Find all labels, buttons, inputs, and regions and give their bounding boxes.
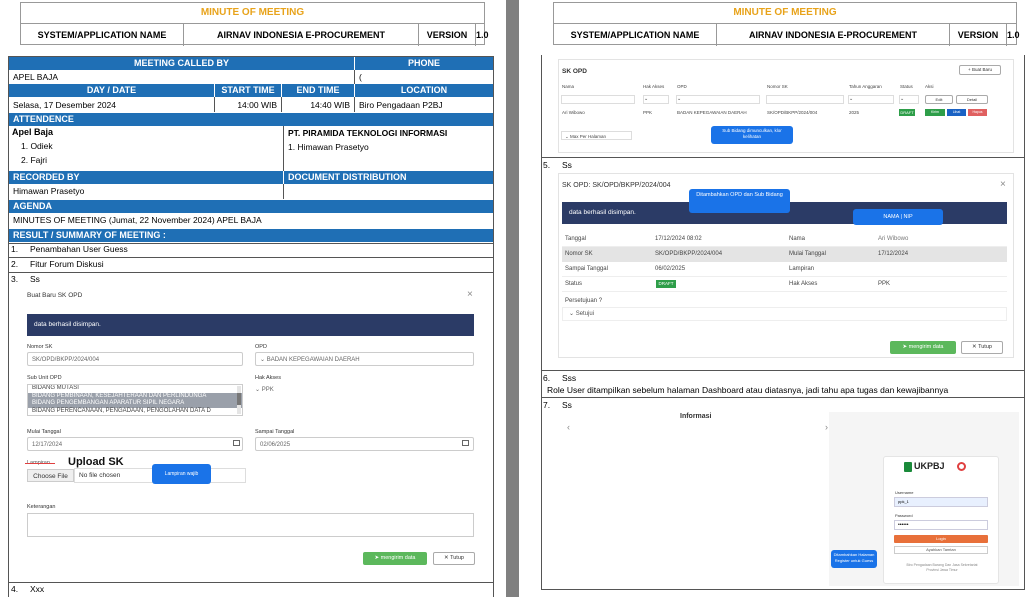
document-title: MINUTE OF MEETING	[554, 3, 1016, 24]
attendence-left-org: Apel Baja	[12, 127, 54, 137]
chevron-down-icon: ⌄	[255, 387, 262, 393]
choose-file-button[interactable]: Choose File	[27, 469, 74, 482]
hapus-button[interactable]: Hapus	[968, 109, 987, 116]
end-header: END TIME	[282, 84, 354, 97]
setujui-select[interactable]	[562, 307, 1007, 321]
hak-select-value: PPK	[261, 387, 274, 393]
close-label: Tutup	[978, 344, 992, 350]
called-by-header: MEETING CALLED BY	[9, 57, 354, 70]
result-num: 3.	[11, 274, 19, 284]
result-num: 6.	[543, 373, 551, 383]
opd-label: OPD	[255, 344, 267, 350]
col-header: Tahun Anggaran	[849, 84, 882, 89]
close-label: Tutup	[450, 555, 464, 561]
close-icon[interactable]: ×	[1000, 179, 1006, 190]
version-value: 1.0	[476, 30, 489, 40]
called-by-value: APEL BAJA	[13, 72, 59, 82]
detail-key: Tanggal	[565, 236, 587, 242]
end-value: 14:40 WIB	[310, 100, 350, 110]
detail-value: 17/12/2024 08:02	[655, 236, 702, 242]
day-header: DAY / DATE	[9, 84, 214, 97]
close-icon: ✕	[444, 555, 451, 561]
detail-row	[562, 277, 1007, 292]
system-label: SYSTEM/APPLICATION NAME	[554, 24, 717, 46]
close-icon[interactable]: ×	[467, 289, 473, 300]
hak-select[interactable]	[255, 386, 274, 393]
document-header	[20, 2, 489, 45]
detail-row	[562, 247, 1007, 262]
detail-title: SK OPD: SK/OPD/BKPP/2024/004	[562, 182, 671, 189]
subunit-listbox[interactable]	[27, 384, 243, 416]
result-item: Fitur Forum Diskusi	[30, 259, 104, 269]
day-value: Selasa, 17 Desember 2024	[13, 100, 117, 110]
page-separator	[506, 0, 519, 597]
password-label: Password	[895, 513, 913, 518]
detail-value: Ari Wibowo	[878, 236, 909, 242]
document-page-right	[537, 0, 1032, 597]
divider	[354, 70, 355, 84]
detail-value: 06/02/2025	[655, 266, 686, 272]
detail-row	[562, 232, 1007, 247]
chevron-right-icon[interactable]: ›	[825, 422, 828, 432]
divider	[9, 582, 493, 583]
attendee: 1. Odiek	[21, 141, 53, 151]
login-button[interactable]: Login	[894, 535, 988, 543]
system-label: SYSTEM/APPLICATION NAME	[21, 24, 184, 46]
opd-callout: Ditambahkan OPD dan Sub Bidang	[689, 189, 790, 213]
role-user-note: Role User ditampilkan sebelum halaman Dashboard atau diatasnya, jadi tahu apa tugas dan kewajibannya	[547, 385, 949, 395]
divider	[9, 272, 493, 273]
page-gutter	[503, 0, 537, 597]
username-input[interactable]: ppk_1	[894, 497, 988, 507]
recorded-value: Himawan Prasetyo	[13, 186, 85, 196]
version-value: 1.0	[1007, 30, 1020, 40]
detail-key: Nomor SK	[565, 251, 593, 257]
calendar-icon[interactable]	[233, 440, 240, 446]
cell-opd: BADAN KEPEGAWAIAN DAERAH	[677, 110, 747, 115]
detail-key: Mulai Tanggal	[789, 251, 826, 257]
result-num: 1.	[11, 244, 19, 254]
lampiran-wajib-callout: Lampiran wajib	[152, 464, 211, 484]
send-icon: ➤	[902, 344, 909, 350]
sk-opd-list-screenshot	[558, 59, 1014, 153]
subunit-option-selected[interactable]: BIDANG PEMBINAAN, KESEJAHTERAAN DAN PERLINDUNGA	[28, 393, 242, 401]
status-badge: DRAFT	[656, 280, 676, 288]
subunit-option[interactable]: BIDANG PERENCANAAN, PENGADAAN, PENGOLAHAN DATA D	[32, 407, 211, 414]
divider	[354, 97, 355, 112]
result-item: Ss	[562, 400, 572, 410]
nama-nip-callout: NAMA | NIP	[853, 209, 943, 225]
cell-tahun: 2025	[849, 110, 860, 115]
cell-hak: PPK	[643, 110, 653, 115]
filter-input[interactable]	[766, 95, 844, 104]
kirim-button[interactable]: Kirim	[925, 109, 945, 116]
system-value: AIRNAV INDONESIA E-PROCUREMENT	[717, 24, 950, 46]
max-per-label: Max Per Halaman	[570, 134, 607, 139]
detail-key: Nama	[789, 236, 806, 242]
filter-input[interactable]	[561, 95, 635, 104]
form-title: Buat Baru SK OPD	[27, 292, 83, 299]
hak-label: Hak Akses	[255, 375, 281, 381]
subunit-label: Sub Unit OPD	[27, 375, 62, 381]
send-label: mengirim data	[908, 344, 944, 350]
divider	[542, 397, 1024, 398]
guest-register-callout: Ditambahkan Halaman Register untuk Guess	[831, 550, 877, 568]
aksi-button[interactable]: Detail	[956, 95, 988, 104]
lihat-button[interactable]: Lihat	[947, 109, 966, 116]
detail-row	[562, 262, 1007, 277]
phone-header: PHONE	[355, 57, 493, 70]
mulai-label: Mulai Tanggal	[27, 429, 61, 435]
document-title: MINUTE OF MEETING	[21, 3, 484, 24]
detail-key: Hak Akses	[789, 281, 818, 287]
document-page-left	[0, 0, 503, 597]
chevron-down-icon: ⌄	[565, 134, 571, 139]
mulai-input[interactable]: 12/17/2024	[27, 437, 243, 451]
status-badge: DRAFT	[900, 110, 914, 115]
result-num: 4.	[11, 584, 19, 594]
detail-key: Status	[565, 281, 583, 287]
upload-sk-annotation: Upload SK	[68, 456, 124, 468]
red-underline	[25, 463, 55, 464]
agenda-value: MINUTES OF MEETING (Jumat, 22 November 2024) APEL BAJA	[13, 215, 262, 225]
chevron-down-icon: ⌄	[569, 311, 576, 317]
distribution-header: DOCUMENT DISTRIBUTION	[284, 171, 493, 184]
detail-value: PPK	[878, 281, 891, 287]
filter-select[interactable]: ⌄	[848, 95, 894, 104]
filter-select[interactable]: ⌄	[676, 95, 760, 104]
no-file-text: No file chosen	[79, 472, 121, 479]
chevron-left-icon[interactable]: ‹	[567, 422, 570, 432]
close-button[interactable]	[433, 552, 475, 565]
chevron-down-icon: ⌄	[260, 357, 267, 363]
divider	[542, 157, 1024, 158]
start-header: START TIME	[215, 84, 281, 97]
sk-opd-title: SK OPD	[562, 68, 587, 75]
send-button[interactable]	[890, 341, 956, 354]
nomor-label: Nomor SK	[27, 344, 53, 350]
start-value: 14:00 WIB	[237, 100, 277, 110]
col-header: Nomor SK	[767, 84, 788, 89]
document-header	[553, 2, 1020, 45]
detail-modal-screenshot	[558, 173, 1014, 358]
success-notice: data berhasil disimpan.	[27, 314, 474, 336]
result-item: Ss	[30, 274, 40, 284]
send-label: mengirim data	[380, 555, 416, 561]
opd-select[interactable]	[255, 352, 474, 366]
cell-nama: Ari Wibowo	[562, 110, 585, 115]
detail-value: SK/OPD/BKPP/2024/004	[655, 251, 723, 257]
guest-button[interactable]: Ayahkan Tamtan	[894, 546, 988, 554]
col-header: Hak Akses	[643, 84, 665, 89]
form-screenshot	[21, 285, 482, 581]
version-label: VERSION	[950, 24, 1007, 46]
keterangan-textarea[interactable]	[27, 513, 474, 537]
attendence-right-org: PT. PIRAMIDA TEKNOLOGI INFORMASI	[288, 128, 448, 138]
filter-select[interactable]: ⌄	[899, 95, 919, 104]
agenda-header: AGENDA	[9, 200, 493, 213]
send-button[interactable]	[363, 552, 427, 565]
keterangan-label: Keterangan	[27, 504, 56, 510]
detail-key: Lampiran	[789, 266, 815, 272]
sampai-input[interactable]: 02/06/2025	[255, 437, 474, 451]
login-screenshot	[547, 412, 1019, 586]
send-icon: ➤	[374, 555, 381, 561]
divider	[283, 184, 284, 199]
result-header: RESULT / SUMMARY OF MEETING :	[9, 229, 493, 242]
col-header: Status	[900, 84, 913, 89]
logo-icon	[904, 462, 912, 472]
brand-mark-icon	[957, 462, 966, 471]
divider	[9, 257, 493, 258]
result-num: 7.	[543, 400, 551, 410]
sub-bidang-callout: Sub Bidang dimunculkan, klor kelihatan	[711, 126, 793, 144]
username-label: Username	[895, 490, 914, 495]
close-icon: ✕	[972, 344, 979, 350]
result-continuation	[541, 55, 1025, 590]
detail-value: 17/12/2024	[878, 251, 909, 257]
result-item: Ss	[562, 160, 572, 170]
subunit-option-selected[interactable]: BIDANG PENGEMBANGAN APARATUR SIPIL NEGARA	[28, 400, 242, 408]
location-header: LOCATION	[355, 84, 493, 97]
brand-name: UKPBJ	[914, 461, 945, 471]
buat-baru-button[interactable]	[959, 65, 1001, 75]
buat-baru-label: Buat Baru	[971, 67, 992, 72]
filter-select[interactable]: ⌄	[643, 95, 669, 104]
attendee: 1. Himawan Prasetyo	[288, 142, 369, 152]
meeting-table	[8, 56, 494, 597]
location-value: Biro Pengadaan P2BJ	[359, 100, 443, 110]
phone-value: (	[359, 72, 362, 82]
result-item: Penambahan User Guess	[30, 244, 128, 254]
sampai-label: Sampai Tanggal	[255, 429, 295, 435]
recorded-header: RECORDED BY	[9, 171, 283, 184]
col-header: OPD	[677, 84, 687, 89]
divider	[542, 370, 1024, 371]
aksi-button[interactable]: Edit	[925, 95, 953, 104]
info-title: Informasi	[680, 413, 712, 420]
attendee: 2. Fajri	[21, 155, 47, 165]
detail-notice: data berhasil disimpan.	[562, 202, 1007, 224]
version-label: VERSION	[419, 24, 476, 46]
detail-key: Sampai Tanggal	[565, 266, 608, 272]
nomor-input[interactable]: SK/OPD/BKPP/2024/004	[27, 352, 243, 366]
subunit-option[interactable]: BIDANG MUTASI	[32, 385, 79, 391]
setujui-label: Setujui	[575, 311, 595, 317]
result-num: 2.	[11, 259, 19, 269]
max-per-select[interactable]	[561, 131, 632, 140]
plus-icon: +	[968, 67, 972, 72]
col-header: Aksi	[925, 84, 934, 89]
cell-nomor: SK/OPD/BKPP/2024/004	[767, 110, 818, 115]
result-item: Sss	[562, 373, 577, 383]
result-num: 5.	[543, 160, 551, 170]
opd-select-value: BADAN KEPEGAWAIAN DAERAH	[266, 357, 360, 363]
col-header: Nama	[562, 84, 575, 89]
login-footer: Biro Pengadaan Barang Dan Jasa Sekretariat Provinsi Jawa Timur	[906, 563, 978, 572]
divider	[283, 126, 284, 171]
close-button[interactable]	[961, 341, 1003, 354]
listbox-scrollbar[interactable]	[237, 386, 241, 414]
calendar-icon[interactable]	[462, 440, 469, 446]
system-value: AIRNAV INDONESIA E-PROCUREMENT	[184, 24, 419, 46]
attendence-header: ATTENDENCE	[9, 113, 493, 126]
login-card	[883, 456, 999, 584]
password-input[interactable]: ••••••	[894, 520, 988, 530]
result-item: Xxx	[30, 584, 45, 594]
persetujuan-label: Persetujuan ?	[565, 298, 603, 304]
